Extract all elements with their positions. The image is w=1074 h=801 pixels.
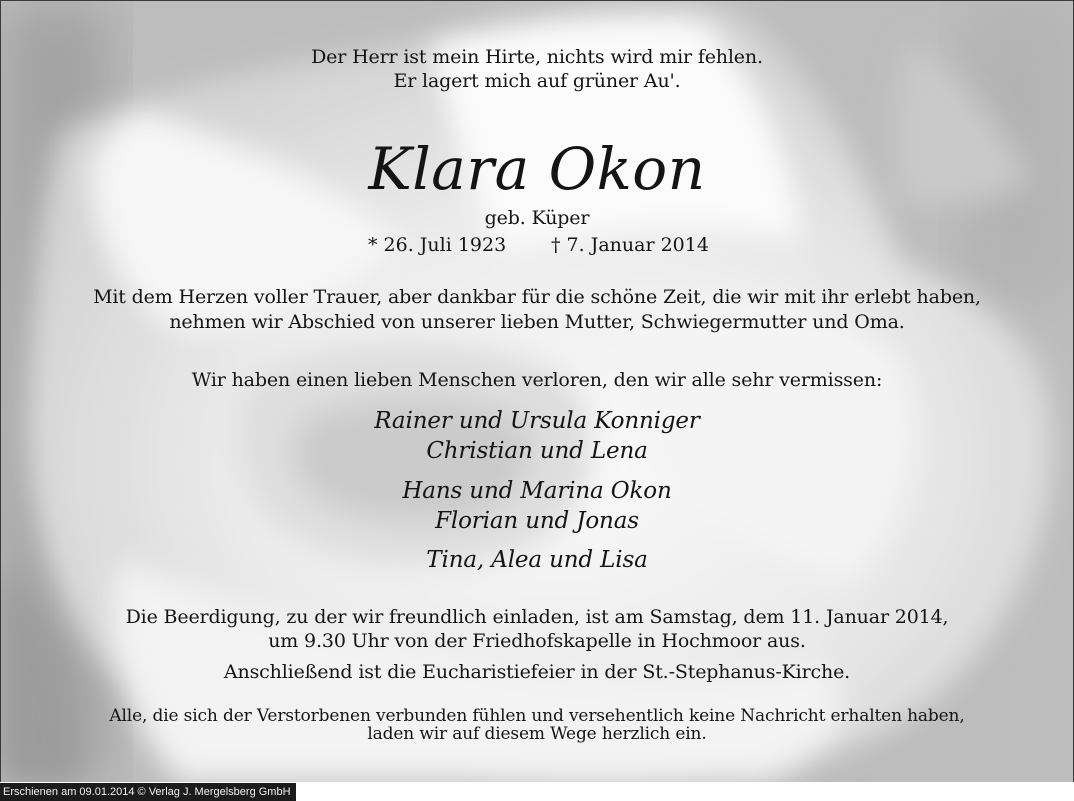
- birth-date: * 26. Juli 1923: [368, 234, 507, 256]
- psalm-line-1: Der Herr ist mein Hirte, nichts wird mir fehlen.: [311, 46, 763, 68]
- message-line-3: Wir haben einen lieben Menschen verloren, den wir alle sehr vermissen:: [191, 369, 883, 391]
- maiden-name: geb. Küper: [484, 207, 590, 229]
- notice-text: [1, 1, 1073, 782]
- publication-credit: Erschienen am 09.01.2014 © Verlag J. Mergelsberg GmbH: [0, 783, 296, 801]
- deceased-name: Klara Okon: [368, 135, 706, 203]
- death-date: † 7. Januar 2014: [551, 234, 709, 256]
- funeral-line-1: Die Beerdigung, zu der wir freundlich einladen, ist am Samstag, dem 11. Januar 2014,: [125, 606, 949, 628]
- funeral-line-2: um 9.30 Uhr von der Friedhofskapelle in Hochmoor aus.: [268, 630, 806, 652]
- family-line: Christian und Lena: [426, 438, 648, 464]
- message-line-1: Mit dem Herzen voller Trauer, aber dankbar für die schöne Zeit, die wir mit ihr erlebt haben,: [93, 286, 981, 308]
- funeral-line-3: Anschließend ist die Eucharistiefeier in der St.-Stephanus-Kirche.: [223, 661, 851, 683]
- family-line: Hans und Marina Okon: [402, 478, 672, 504]
- closing-line-2: laden wir auf diesem Wege herzlich ein.: [367, 724, 707, 744]
- family-line: Rainer und Ursula Konniger: [374, 408, 700, 434]
- family-line: Tina, Alea und Lisa: [426, 547, 648, 573]
- psalm-line-2: Er lagert mich auf grüner Au'.: [393, 70, 681, 92]
- message-line-2: nehmen wir Abschied von unserer lieben Mutter, Schwiegermutter und Oma.: [169, 311, 905, 333]
- family-line: Florian und Jonas: [435, 508, 639, 534]
- closing-line-1: Alle, die sich der Verstorbenen verbunden fühlen und versehentlich keine Nachricht erhalten haben,: [109, 706, 965, 726]
